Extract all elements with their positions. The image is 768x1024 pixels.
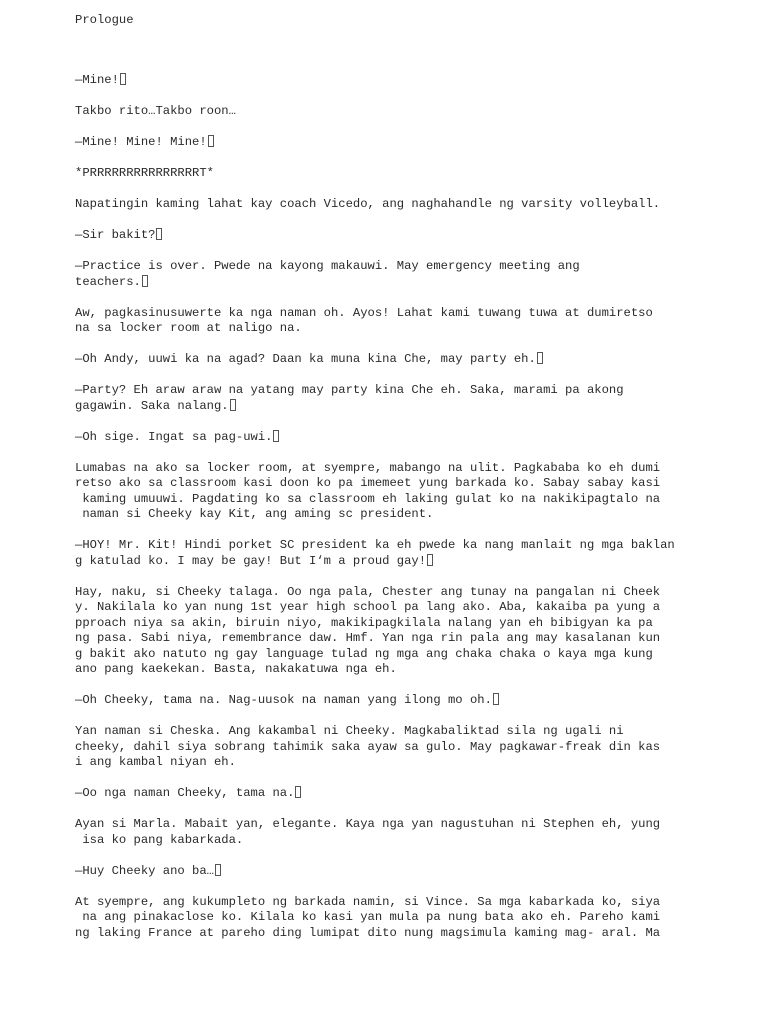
paragraph xyxy=(75,461,755,523)
text-line: *PRRRRRRRRRRRRRRRT* xyxy=(75,166,214,180)
text-line: teachers. xyxy=(75,274,141,289)
paragraph xyxy=(75,430,755,446)
paragraph xyxy=(75,786,755,802)
text-line: At syempre, ang kukumpleto ng barkada namin, si Vince. Sa mga kabarkada ko, siya xyxy=(75,894,661,909)
text-line: y. Nakilala ko yan nung 1st year high school pa lang ako. Aba, kakaiba pa yung a xyxy=(75,600,661,614)
text-line: g bakit ako natuto ng gay language tulad ng mga ang chaka chaka o kaya mga kung xyxy=(75,646,653,661)
text-line: ng pasa. Sabi niya, remembrance daw. Hmf. Yan nga rin pala ang may kasalanan kun xyxy=(75,631,661,645)
missing-glyph-icon xyxy=(208,135,214,147)
text-line: Hay, naku, si Cheeky talaga. Oo nga pala, Chester ang tunay na pangalan ni Cheek xyxy=(75,584,661,599)
missing-glyph-icon xyxy=(230,399,236,411)
paragraph xyxy=(75,724,755,771)
text-line: —Mine! xyxy=(75,73,119,87)
text-line: pproach niya sa akin, biruin niyo, makikipagkilala nalang yan eh bibigyan ka pa xyxy=(75,615,653,630)
text-line: cheeky, dahil siya sobrang tahimik saka ayaw sa gulo. May pagkawar-freak din kas xyxy=(75,739,661,754)
page-title: Prologue xyxy=(75,13,134,27)
paragraph xyxy=(75,864,755,880)
text-line: —Mine! Mine! Mine! xyxy=(75,135,207,149)
text-line: na ang pinakaclose ko. Kilala ko kasi yan mula pa nung bata ako eh. Pareho kami xyxy=(75,910,661,924)
text-line: —Oh sige. Ingat sa pag-uwi. xyxy=(75,429,273,444)
paragraph xyxy=(75,259,755,290)
missing-glyph-icon xyxy=(215,864,221,876)
missing-glyph-icon xyxy=(427,554,433,566)
text-line: —Oh Andy, uuwi ka na agad? Daan ka muna kina Che, may party eh. xyxy=(75,352,536,366)
text-line: g katulad ko. I may be gay! But I‘m a proud gay! xyxy=(75,553,427,568)
paragraph xyxy=(75,693,755,709)
text-line: ano pang kaekekan. Basta, nakakatuwa nga eh. xyxy=(75,662,397,676)
text-line: isa ko pang kabarkada. xyxy=(75,832,244,847)
text-line: —HOY! Mr. Kit! Hindi porket SC president ka eh pwede ka nang manlait ng mga baklan xyxy=(75,538,675,552)
text-line: Aw, pagkasinusuwerte ka nga naman oh. Ayos! Lahat kami tuwang tuwa at dumiretso xyxy=(75,305,653,320)
paragraph xyxy=(75,135,755,151)
text-line: —Oo nga naman Cheeky, tama na. xyxy=(75,786,295,800)
paragraph xyxy=(75,895,755,942)
text-line: na sa locker room at naligo na. xyxy=(75,321,302,335)
missing-glyph-icon xyxy=(156,228,162,240)
missing-glyph-icon xyxy=(295,786,301,798)
text-line: retso ako sa classroom kasi doon ko pa imemeet yung barkada ko. Sabay sabay kasi xyxy=(75,476,661,490)
paragraph xyxy=(75,166,755,182)
text-line: Yan naman si Cheska. Ang kakambal ni Cheeky. Magkabaliktad sila ng ugali ni xyxy=(75,724,624,738)
text-line: naman si Cheeky kay Kit, ang aming sc president. xyxy=(75,507,434,521)
text-line: i ang kambal niyan eh. xyxy=(75,755,236,769)
text-line: —Practice is over. Pwede na kayong makauwi. May emergency meeting ang xyxy=(75,259,580,273)
text-line: Lumabas na ako sa locker room, at syempre, mabango na ulit. Pagkababa ko eh dumi xyxy=(75,460,661,475)
paragraph xyxy=(75,228,755,244)
paragraph xyxy=(75,104,755,120)
paragraph xyxy=(75,383,755,414)
missing-glyph-icon xyxy=(537,352,543,364)
document-body xyxy=(75,73,755,957)
text-line: —Huy Cheeky ano ba… xyxy=(75,863,214,878)
paragraph xyxy=(75,817,755,848)
text-line: gagawin. Saka nalang. xyxy=(75,398,229,413)
paragraph xyxy=(75,197,755,213)
text-line: —Oh Cheeky, tama na. Nag-uusok na naman yang ilong mo oh. xyxy=(75,693,492,707)
missing-glyph-icon xyxy=(493,693,499,705)
missing-glyph-icon xyxy=(273,430,279,442)
text-line: —Party? Eh araw araw na yatang may party kina Che eh. Saka, marami pa akong xyxy=(75,383,624,397)
text-line: ng laking France at pareho ding lumipat dito nung magsimula kaming mag- aral. Ma xyxy=(75,925,661,940)
text-line: —Sir bakit? xyxy=(75,228,156,242)
missing-glyph-icon xyxy=(120,73,126,85)
text-line: Takbo rito…Takbo roon… xyxy=(75,104,236,118)
text-line: Ayan si Marla. Mabait yan, elegante. Kaya nga yan nagustuhan ni Stephen eh, yung xyxy=(75,817,661,831)
text-line: kaming umuuwi. Pagdating ko sa classroom eh laking gulat ko na nakikipagtalo na xyxy=(75,491,661,506)
paragraph xyxy=(75,306,755,337)
missing-glyph-icon xyxy=(142,275,148,287)
paragraph xyxy=(75,538,755,569)
paragraph xyxy=(75,73,755,89)
text-line: Napatingin kaming lahat kay coach Vicedo, ang naghahandle ng varsity volleyball. xyxy=(75,197,661,211)
paragraph xyxy=(75,585,755,678)
paragraph xyxy=(75,352,755,368)
